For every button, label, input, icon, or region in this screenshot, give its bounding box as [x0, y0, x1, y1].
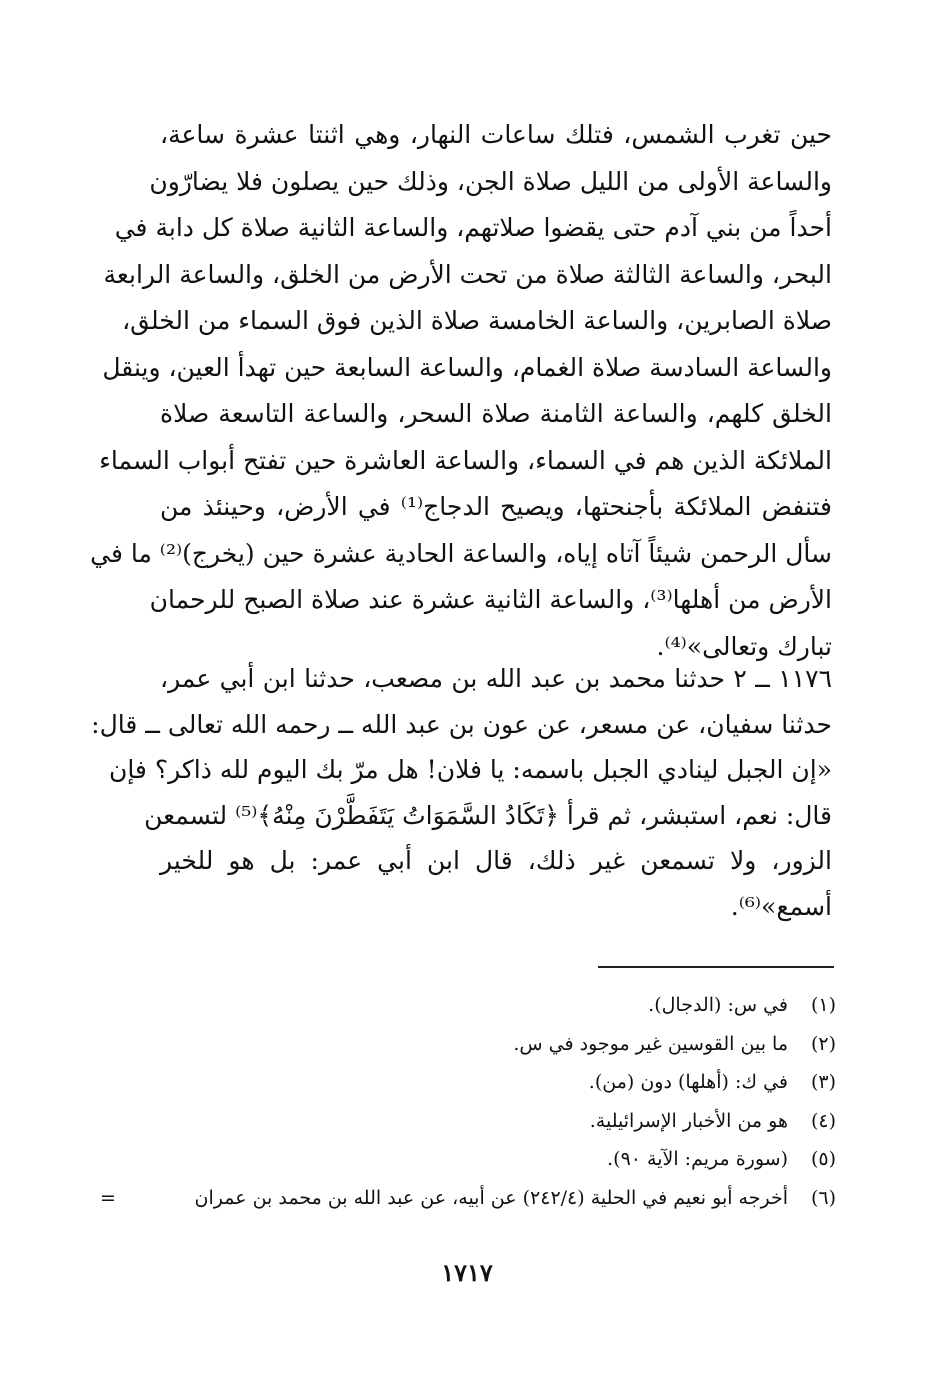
hadith-line: قال: نعم، استبشر، ثم قرأ ﴿تَكَادُ السَّمَوَاتُ يَتَفَطَّرْنَ مِنْهُ﴾⁽⁵⁾ لتسمعن — [144, 800, 832, 830]
footnote-number: (٤) — [810, 1109, 836, 1132]
footnote — [100, 1063, 836, 1102]
hadith-line: «إن الجبل لينادي الجبل باسمه: يا فلان! هل مرّ بك اليوم لله ذاكر؟ فإن — [108, 755, 832, 784]
footnote-number: (٣) — [810, 1071, 836, 1093]
body-line: الخلق كلهم، والساعة الثامنة صلاة السحر، والساعة التاسعة صلاة — [160, 399, 832, 428]
hadith-paragraph — [91, 656, 832, 929]
footnotes — [100, 986, 836, 1217]
continuation-mark: = — [100, 1186, 116, 1209]
footnote — [100, 1140, 836, 1179]
body-line: تبارك وتعالى»⁽⁴⁾. — [656, 631, 832, 661]
body-line: فتنفض الملائكة بأجنحتها، ويصيح الدجاج⁽¹⁾ في الأرض، وحينئذ من — [160, 492, 832, 521]
footnote-text: (سورة مريم: الآية ٩٠). — [607, 1148, 788, 1170]
footnote-text: في ك: (أهلها) دون (من). — [588, 1071, 788, 1093]
footnote-text: أخرجه أبو نعيم في الحلية (٢٤٢/٤) عن أبيه، عن عبد الله بن محمد بن عمران — [194, 1186, 788, 1209]
hadith-line: ١١٧٦ ــ ٢ حدثنا محمد بن عبد الله بن مصعب، حدثنا ابن أبي عمر، — [160, 664, 832, 693]
footnote — [100, 1102, 836, 1141]
body-line: الملائكة الذين هم في السماء، والساعة العاشرة حين تفتح أبواب السماء — [99, 445, 832, 475]
body-line: حين تغرب الشمس، فتلك ساعات النهار، وهي اثنتا عشرة ساعة، — [160, 120, 832, 149]
footnote — [100, 1025, 836, 1064]
body-line: والساعة السادسة صلاة الغمام، والساعة السابعة حين تهدأ العين، وينقل — [102, 352, 832, 382]
footnote-text: ما بين القوسين غير موجود في س. — [513, 1032, 788, 1055]
footnote-number: (٢) — [810, 1032, 836, 1055]
page-number: ١٧١٧ — [441, 1258, 493, 1287]
main-text-block — [90, 112, 832, 670]
hadith-line: الزور، ولا تسمعن غير ذلك، قال ابن أبي عمر: بل هو للخير — [160, 846, 832, 875]
footnote-number: (٦) — [810, 1186, 836, 1209]
body-line: والساعة الأولى من الليل صلاة الجن، وذلك حين يصلون فلا يضارّون — [149, 166, 832, 196]
footnote-separator — [598, 966, 834, 968]
body-line: الأرض من أهلها⁽³⁾، والساعة الثانية عشرة عند صلاة الصبح للرحمان — [149, 585, 832, 614]
footnote-number: (١) — [810, 994, 836, 1016]
footnote-text: في س: (الدجال). — [648, 994, 788, 1016]
footnote-text: هو من الأخبار الإسرائيلية. — [589, 1109, 788, 1132]
body-line: أحداً من بني آدم حتى يقضوا صلاتهم، والساعة الثانية صلاة كل دابة في — [114, 213, 832, 242]
footnote — [100, 1179, 836, 1218]
footnote — [100, 986, 836, 1025]
footnote-number: (٥) — [810, 1148, 836, 1170]
body-line: سأل الرحمن شيئاً آتاه إياه، والساعة الحادية عشرة حين (يخرج)⁽²⁾ ما في — [90, 538, 832, 568]
hadith-line: حدثنا سفيان، عن مسعر، عن عون بن عبد الله ــ رحمه الله تعالى ــ قال: — [91, 709, 832, 739]
body-line: البحر، والساعة الثالثة صلاة من تحت الأرض من الخلق، والساعة الرابعة — [103, 259, 832, 289]
body-line: صلاة الصابرين، والساعة الخامسة صلاة الذين فوق السماء من الخلق، — [122, 306, 832, 335]
hadith-line: أسمع»⁽⁶⁾. — [730, 891, 832, 921]
